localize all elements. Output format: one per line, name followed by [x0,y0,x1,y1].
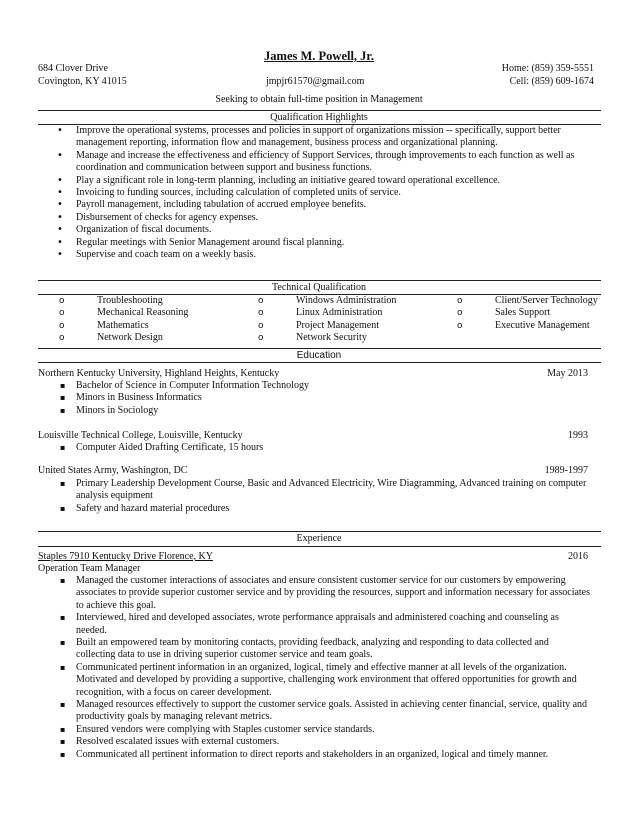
bullet-text: Managed the customer interactions of associates and ensure consistent customer service for our customers by empowering associates to provide superior customer service and by providing the resources, support and information necessary for associates to achieve this goal. [76,575,591,611]
bullet-text: Manage and increase the effectiveness and efficiency of Support Services, through improvements to each function as well as coordination and communication between support and business functions. [76,149,575,174]
bullet-icon: • [57,199,63,211]
education-item [60,502,590,515]
qualifications-title: Qualification Highlights [270,112,368,123]
education-item [60,380,590,392]
circle-bullet-icon: o [457,320,463,331]
bullet-icon: • [57,174,63,186]
skill-label: Troubleshooting [97,295,163,306]
employer-line [38,551,588,563]
qualification-item [57,211,590,224]
circle-bullet-icon: o [59,333,65,344]
bullet-icon: ▪ [60,393,66,403]
technical-skill [457,320,607,332]
technical-skill [258,332,448,344]
bullet-text: Supervise and coach team on a weekly basis. [76,249,256,261]
bullet-icon: • [57,236,63,248]
bullet-icon: ▪ [60,613,66,623]
education-details [60,380,590,417]
bullet-text: Communicated pertinent information in an organized, logical, timely and effective manner at all levels of the organization. Motivated and developed by providing a supportive, challenging work environment that offered opportunities for growth and recognition, with a focus on career development. [76,661,577,698]
divider [38,531,601,532]
bullet-text: Interviewed, hired and developed associates, wrote performance appraisals and administered coaching and counseling as needed. [76,612,559,636]
bullet-text: Built an empowered team by monitoring contacts, providing feedback, analyzing and responding to data collected and collecting data to use in driving superior customer service and team goals. [76,637,549,661]
education-entry [38,430,588,442]
bullet-text: Minors in Sociology [76,404,159,416]
technical-skill [457,295,607,307]
technical-title: Technical Qualification [272,282,366,293]
circle-bullet-icon: o [258,308,264,319]
experience-item [60,637,590,662]
experience-item [60,612,590,637]
technical-skill [258,295,448,307]
bullet-icon: ▪ [60,724,66,734]
technical-column-1 [59,295,249,345]
school-name: Northern Kentucky University, Highland Heights, Kentucky [38,368,280,379]
email-address[interactable]: jmpjr61570@gmail.com [266,76,365,87]
objective-text: Seeking to obtain full-time position in Management [215,94,423,105]
education-item [60,392,590,404]
technical-skill [457,307,607,319]
experience-item [60,748,590,761]
bullet-icon: ▪ [60,749,66,759]
divider [38,110,601,111]
bullet-text: Invoicing to funding sources, including calculation of completed units of service. [76,187,401,199]
bullet-icon: ▪ [60,576,66,585]
technical-skill [59,332,249,344]
education-item [60,442,590,454]
bullet-icon: ▪ [60,405,66,415]
bullet-icon: • [57,224,63,236]
education-title: Education [296,350,342,361]
technical-skill [59,295,249,307]
job-title: Operation Team Manager [38,563,141,574]
skill-label: Network Security [296,332,367,344]
skill-label: Mechanical Reasoning [97,307,189,319]
circle-bullet-icon: o [457,308,463,319]
divider [38,348,601,349]
bullet-icon: ▪ [60,503,66,513]
education-details [60,478,590,515]
education-item [60,404,590,417]
skill-label: Project Management [296,319,380,331]
bullet-text: Bachelor of Science in Computer Information Technology [76,380,309,391]
bullet-icon: ▪ [60,700,66,710]
divider [38,546,601,547]
education-entry [38,368,588,380]
bullet-icon: ▪ [60,443,66,452]
circle-bullet-icon: o [258,296,264,306]
bullet-text: Resolved escalated issues with external customers. [76,736,280,748]
experience-item [60,736,590,748]
bullet-text: Improve the operational systems, processes and policies in support of organizations mission -- specifically, support better management reporting, information flow and management, business process and organizational planning. [76,125,561,149]
home-phone: Home: (859) 359-5551 [501,63,594,74]
education-entry [38,465,588,477]
qualification-item [57,125,590,150]
education-date: 1989-1997 [544,465,588,476]
qualification-item [57,199,590,211]
address-line-1: 684 Clover Drive [38,63,108,74]
qualification-item [57,249,590,261]
bullet-icon: • [57,211,63,223]
divider [38,362,601,363]
circle-bullet-icon: o [258,333,264,344]
bullet-text: Payroll management, including tabulation of accrued employee benefits. [76,199,367,211]
skill-label: Linux Administration [296,307,383,319]
qualification-item [57,236,590,249]
technical-column-2 [258,295,448,345]
circle-bullet-icon: o [59,296,65,306]
skill-label: Windows Administration [296,295,397,306]
experience-item [60,575,591,612]
bullet-icon: ▪ [60,638,66,648]
circle-bullet-icon: o [59,308,65,319]
experience-item [60,661,590,699]
skill-label: Executive Management [495,319,590,331]
skill-label: Network Design [97,332,163,344]
technical-skill [258,307,448,319]
bullet-icon: ▪ [60,479,66,488]
bullet-text: Disbursement of checks for agency expenses. [76,211,259,223]
bullet-icon: • [57,249,63,261]
qualifications-list [57,125,590,261]
employer-name: Staples 7910 Kentucky Drive Florence, KY [38,551,213,562]
bullet-icon: ▪ [60,737,66,747]
school-name: Louisville Technical College, Louisville, Kentucky [38,430,243,441]
bullet-text: Computer Aided Drafting Certificate, 15 hours [76,442,264,453]
education-date: May 2013 [547,368,588,379]
technical-column-3 [457,295,607,332]
qualification-item [57,224,590,236]
bullet-text: Managed resources effectively to support the customer service goals. Assisted in achieving center financial, service, quality and productivity goals by managing relevant metrics. [76,699,588,723]
bullet-text: Communicated all pertinent information to direct reports and stakeholders in an organized, logical and timely manner. [76,748,549,760]
education-details [60,442,590,454]
employment-date: 2016 [568,551,588,562]
technical-skill [258,320,448,332]
divider [38,280,601,281]
cell-phone: Cell: (859) 609-1674 [509,76,594,87]
technical-skill [59,320,249,332]
technical-skill [59,307,249,319]
bullet-icon: ▪ [60,662,66,672]
bullet-icon: • [57,125,63,136]
qualification-item [57,149,590,175]
experience-title: Experience [296,533,342,544]
qualification-item [57,187,590,199]
bullet-text: Ensured vendors were complying with Staples customer service standards. [76,723,375,735]
bullet-text: Organization of fiscal documents. [76,224,212,236]
experience-item [60,723,590,736]
education-date: 1993 [568,430,588,441]
education-item [60,478,590,503]
bullet-text: Play a significant role in long-term planning, including an initiative geared toward operational excellence. [76,174,501,186]
skill-label: Mathematics [97,319,149,331]
circle-bullet-icon: o [258,320,264,331]
qualification-item [57,174,590,187]
circle-bullet-icon: o [457,296,463,306]
skill-label: Sales Support [495,307,551,319]
school-name: United States Army, Washington, DC [38,465,188,476]
bullet-text: Minors in Business Informatics [76,392,202,404]
bullet-icon: • [57,187,63,199]
bullet-text: Primary Leadership Development Course, Basic and Advanced Electricity, Wire Diagramming, Advanced training on computer analysis equipment [76,478,587,502]
bullet-icon: ▪ [60,381,66,390]
bullet-text: Safety and hazard material procedures [76,502,230,514]
experience-item [60,699,590,724]
candidate-name: James M. Powell, Jr. [264,49,374,63]
bullet-text: Regular meetings with Senior Management around fiscal planning. [76,236,345,248]
experience-list [60,575,591,761]
skill-label: Client/Server Technology [495,295,598,306]
bullet-icon: • [57,149,63,161]
circle-bullet-icon: o [59,320,65,331]
address-line-2: Covington, KY 41015 [38,76,127,87]
